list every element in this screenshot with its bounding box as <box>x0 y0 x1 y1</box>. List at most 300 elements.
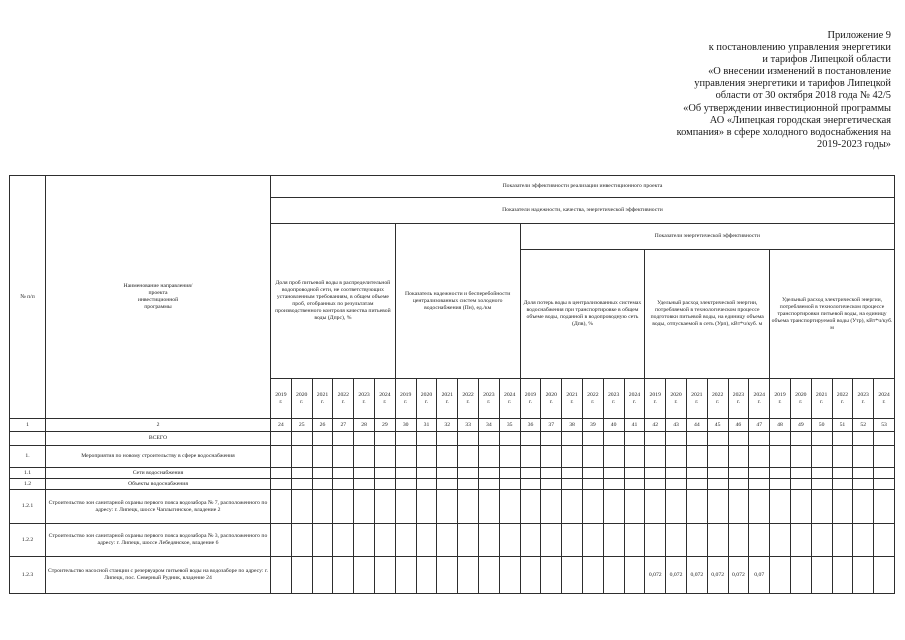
value-cell <box>874 524 895 557</box>
value-cell <box>437 524 458 557</box>
row-number: 1.2 <box>10 479 46 490</box>
indicator-header: Показатель надежности и бесперебойности централизованных систем холодного водоснабжения (Пн), ед./км <box>395 224 520 379</box>
year-suffix: г. <box>840 398 844 405</box>
appendix-line: 2019-2023 годы» <box>817 138 891 150</box>
value-cell <box>458 446 479 468</box>
value-cell <box>770 490 791 524</box>
value-cell <box>312 557 333 594</box>
value-cell <box>562 557 583 594</box>
value-cell <box>853 479 874 490</box>
header-energy: Показатели энергетической эффективности <box>520 224 894 250</box>
value-cell <box>478 468 499 479</box>
year-suffix: г. <box>404 398 408 405</box>
value-cell <box>416 479 437 490</box>
value-cell <box>666 446 687 468</box>
value-cell <box>562 446 583 468</box>
year-value: 2020 <box>420 391 433 398</box>
value-cell <box>416 468 437 479</box>
value-cell <box>853 432 874 446</box>
row-number: 1.1 <box>10 468 46 479</box>
year-header <box>666 379 687 419</box>
indicator-header: Удельный расход электрической энергии, потребляемой в технологическом процессе подготовки питьевой воды, на единицу объема воды, отпускаемой в сеть (Урп), кВт*ч/куб. м <box>645 250 770 379</box>
year-header <box>354 379 375 419</box>
year-suffix: г. <box>424 398 429 405</box>
value-cell <box>395 468 416 479</box>
column-number: 32 <box>437 419 458 432</box>
value-cell <box>416 557 437 594</box>
year-suffix: г. <box>279 398 283 405</box>
value-cell <box>520 524 541 557</box>
column-number: 24 <box>271 419 292 432</box>
value-cell <box>541 524 562 557</box>
row-name: Строительство зон санитарной охраны первого пояса водозабора № 7, расположенного по адресу: г. Липецк, шоссе Чаплыгинское, владение 2 <box>46 490 271 524</box>
year-suffix: г. <box>466 398 470 405</box>
value-cell <box>728 479 749 490</box>
year-value: 2020 <box>545 391 557 398</box>
column-number: 36 <box>520 419 541 432</box>
year-header <box>520 379 541 419</box>
column-number: 26 <box>312 419 333 432</box>
year-suffix: г. <box>861 398 865 405</box>
value-cell <box>395 524 416 557</box>
value-cell <box>832 432 853 446</box>
value-cell <box>416 524 437 557</box>
value-cell <box>541 432 562 446</box>
value-cell <box>645 524 666 557</box>
year-value: 2024 <box>628 391 641 398</box>
value-cell <box>582 432 603 446</box>
value-cell <box>874 446 895 468</box>
value-cell <box>645 468 666 479</box>
value-cell <box>853 490 874 524</box>
value-cell <box>458 479 479 490</box>
column-number: 38 <box>562 419 583 432</box>
column-number: 51 <box>832 419 853 432</box>
value-cell <box>374 557 395 594</box>
column-number: 37 <box>541 419 562 432</box>
value-cell <box>291 490 312 524</box>
row-name: Строительство зон санитарной охраны первого пояса водозабора № 3, расположенного по адресу: г. Липецк, шоссе Лебедянское, владение 6 <box>46 524 271 557</box>
year-header <box>541 379 562 419</box>
value-cell <box>333 557 354 594</box>
value-cell <box>666 479 687 490</box>
year-value: 2021 <box>316 391 329 398</box>
column-number: 39 <box>582 419 603 432</box>
year-value: 2020 <box>670 391 682 398</box>
value-cell <box>770 557 791 594</box>
table-row <box>10 432 895 446</box>
value-cell <box>645 490 666 524</box>
year-suffix: г. <box>653 398 657 405</box>
column-number: 45 <box>707 419 728 432</box>
value-cell <box>291 446 312 468</box>
value-cell <box>790 524 811 557</box>
value-cell <box>271 524 292 557</box>
value-cell <box>645 446 666 468</box>
value-cell: 0,072 <box>666 557 687 594</box>
column-number: 33 <box>458 419 479 432</box>
value-cell <box>832 490 853 524</box>
year-header <box>832 379 853 419</box>
year-header <box>770 379 791 419</box>
value-cell <box>645 432 666 446</box>
value-cell <box>312 524 333 557</box>
value-cell <box>333 490 354 524</box>
value-cell <box>312 468 333 479</box>
value-cell <box>749 446 770 468</box>
year-suffix: г. <box>383 398 387 405</box>
value-cell <box>354 524 375 557</box>
value-cell <box>728 490 749 524</box>
value-cell <box>437 479 458 490</box>
value-cell <box>770 468 791 479</box>
value-cell <box>333 468 354 479</box>
value-cell <box>707 479 728 490</box>
column-number: 49 <box>790 419 811 432</box>
value-cell <box>541 490 562 524</box>
header-name: Наименование направления/ проекта инвестиционной программы <box>46 176 271 419</box>
appendix-line: АО «Липецкая городская энергетическая <box>709 114 891 126</box>
value-cell <box>520 468 541 479</box>
year-suffix: г. <box>716 398 720 405</box>
year-value: 2024 <box>878 391 890 398</box>
value-cell <box>374 432 395 446</box>
value-cell <box>395 446 416 468</box>
row-name: Объекты водоснабжения <box>46 479 271 490</box>
value-cell <box>291 524 312 557</box>
year-header <box>333 379 354 419</box>
value-cell <box>478 432 499 446</box>
value-cell <box>603 432 624 446</box>
value-cell <box>811 446 832 468</box>
table-row <box>10 557 895 594</box>
table-row <box>10 446 895 468</box>
value-cell <box>790 432 811 446</box>
year-value: 2019 <box>399 391 412 398</box>
value-cell <box>707 524 728 557</box>
year-value: 2020 <box>296 391 308 398</box>
year-value: 2023 <box>732 391 745 398</box>
value-cell <box>728 432 749 446</box>
column-number: 50 <box>811 419 832 432</box>
value-cell <box>312 490 333 524</box>
year-value: 2022 <box>711 391 724 398</box>
column-number: 27 <box>333 419 354 432</box>
value-cell <box>271 479 292 490</box>
year-header <box>291 379 312 419</box>
value-cell <box>603 557 624 594</box>
year-suffix: г. <box>508 398 512 405</box>
value-cell <box>603 468 624 479</box>
appendix-line: управления энергетики и тарифов Липецкой <box>694 78 891 90</box>
year-header <box>728 379 749 419</box>
value-cell <box>686 524 707 557</box>
value-cell <box>437 490 458 524</box>
year-value: 2023 <box>857 391 869 398</box>
year-header <box>853 379 874 419</box>
value-cell <box>582 468 603 479</box>
value-cell <box>749 432 770 446</box>
value-cell <box>333 479 354 490</box>
value-cell <box>291 479 312 490</box>
value-cell <box>478 446 499 468</box>
value-cell <box>562 490 583 524</box>
value-cell <box>499 446 520 468</box>
year-header <box>603 379 624 419</box>
year-value: 2023 <box>607 391 620 398</box>
year-suffix: г. <box>487 398 491 405</box>
year-suffix: г. <box>799 398 803 405</box>
value-cell <box>520 557 541 594</box>
row-name: ВСЕГО <box>46 432 271 446</box>
column-number: 43 <box>666 419 687 432</box>
value-cell <box>603 490 624 524</box>
value-cell <box>416 490 437 524</box>
value-cell <box>291 468 312 479</box>
value-cell <box>395 432 416 446</box>
year-header <box>582 379 603 419</box>
year-suffix: г. <box>591 398 595 405</box>
value-cell <box>603 446 624 468</box>
value-cell <box>416 432 437 446</box>
value-cell <box>624 557 645 594</box>
year-value: 2021 <box>566 391 578 398</box>
year-value: 2020 <box>795 391 807 398</box>
value-cell <box>271 468 292 479</box>
year-suffix: г. <box>612 398 616 405</box>
year-value: 2024 <box>753 391 765 398</box>
value-cell <box>478 524 499 557</box>
value-cell <box>853 446 874 468</box>
value-cell <box>874 557 895 594</box>
value-cell <box>624 446 645 468</box>
header-efficiency: Показатели эффективности реализации инвестиционного проекта <box>271 176 895 198</box>
value-cell <box>291 557 312 594</box>
value-cell <box>582 446 603 468</box>
value-cell <box>666 468 687 479</box>
value-cell <box>312 446 333 468</box>
value-cell <box>437 468 458 479</box>
value-cell <box>853 557 874 594</box>
value-cell <box>374 446 395 468</box>
value-cell <box>624 524 645 557</box>
appendix-line: «Об утверждении инвестиционной программы <box>683 102 891 114</box>
year-header <box>707 379 728 419</box>
appendix-line: области от 30 октября 2018 года № 42/5 <box>715 90 891 102</box>
column-number: 52 <box>853 419 874 432</box>
value-cell <box>354 490 375 524</box>
value-cell <box>645 479 666 490</box>
year-suffix: г. <box>528 398 533 405</box>
year-header <box>790 379 811 419</box>
year-value: 2019 <box>649 391 661 398</box>
year-value: 2024 <box>379 391 391 398</box>
year-header <box>395 379 416 419</box>
value-cell <box>478 557 499 594</box>
value-cell <box>374 490 395 524</box>
column-number: 28 <box>354 419 375 432</box>
value-cell <box>749 524 770 557</box>
value-cell <box>582 524 603 557</box>
value-cell <box>499 557 520 594</box>
value-cell <box>582 557 603 594</box>
value-cell <box>312 479 333 490</box>
appendix-header <box>561 30 891 151</box>
value-cell <box>686 446 707 468</box>
value-cell <box>603 524 624 557</box>
value-cell <box>520 432 541 446</box>
year-value: 2022 <box>462 391 474 398</box>
value-cell <box>686 479 707 490</box>
value-cell <box>811 557 832 594</box>
value-cell <box>832 557 853 594</box>
table-row <box>10 479 895 490</box>
year-value: 2022 <box>587 391 599 398</box>
value-cell <box>666 432 687 446</box>
value-cell <box>520 479 541 490</box>
value-cell <box>499 479 520 490</box>
year-suffix: г. <box>736 398 740 405</box>
value-cell <box>811 524 832 557</box>
value-cell <box>520 446 541 468</box>
year-value: 2024 <box>503 391 516 398</box>
value-cell <box>499 524 520 557</box>
value-cell <box>541 479 562 490</box>
value-cell <box>541 446 562 468</box>
column-number: 47 <box>749 419 770 432</box>
row-name: Мероприятия по новому строительству в сфере водоснабжения <box>46 446 271 468</box>
value-cell <box>458 432 479 446</box>
year-suffix: г. <box>695 398 699 405</box>
year-header <box>874 379 895 419</box>
indicator-header: Доля потерь воды в централизованных системах водоснабжения при транспортировке в общем объеме воды, поданной в водопроводную сеть (Дпв), % <box>520 250 645 379</box>
year-suffix: г. <box>882 398 886 405</box>
value-cell <box>874 490 895 524</box>
appendix-line: и тарифов Липецкой области <box>762 54 891 66</box>
header-reliability: Показатели надежности, качества, энергетической эффективности <box>271 198 895 224</box>
year-suffix: г. <box>320 398 325 405</box>
year-value: 2023 <box>483 391 495 398</box>
value-cell <box>790 446 811 468</box>
value-cell <box>770 432 791 446</box>
value-cell <box>582 490 603 524</box>
year-value: 2021 <box>815 391 828 398</box>
value-cell <box>603 479 624 490</box>
year-header <box>645 379 666 419</box>
year-suffix: г. <box>820 398 824 405</box>
value-cell <box>790 468 811 479</box>
value-cell <box>374 479 395 490</box>
year-value: 2023 <box>358 391 370 398</box>
value-cell <box>499 468 520 479</box>
value-cell <box>832 479 853 490</box>
year-header <box>271 379 292 419</box>
value-cell <box>354 468 375 479</box>
year-header <box>749 379 770 419</box>
year-header <box>562 379 583 419</box>
year-value: 2022 <box>337 391 349 398</box>
row-number: 1.2.1 <box>10 490 46 524</box>
value-cell <box>395 557 416 594</box>
year-suffix: г. <box>300 398 304 405</box>
value-cell <box>437 446 458 468</box>
column-number: 34 <box>478 419 499 432</box>
value-cell <box>624 432 645 446</box>
table-row <box>10 490 895 524</box>
column-number: 48 <box>770 419 791 432</box>
value-cell <box>749 479 770 490</box>
value-cell <box>271 446 292 468</box>
year-header <box>686 379 707 419</box>
value-cell <box>541 468 562 479</box>
value-cell <box>811 490 832 524</box>
value-cell <box>811 468 832 479</box>
value-cell <box>374 468 395 479</box>
value-cell <box>624 490 645 524</box>
value-cell <box>271 432 292 446</box>
value-cell <box>728 524 749 557</box>
value-cell <box>811 432 832 446</box>
column-number: 25 <box>291 419 312 432</box>
row-number <box>10 432 46 446</box>
value-cell <box>271 490 292 524</box>
value-cell <box>790 557 811 594</box>
value-cell <box>811 479 832 490</box>
appendix-line: «О внесении изменений в постановление <box>708 66 891 78</box>
value-cell <box>291 432 312 446</box>
investment-indicators-table <box>9 175 895 594</box>
value-cell <box>770 479 791 490</box>
table-row <box>10 524 895 557</box>
value-cell <box>749 490 770 524</box>
value-cell <box>666 490 687 524</box>
value-cell <box>666 524 687 557</box>
value-cell <box>499 490 520 524</box>
header-num: № п/п <box>10 176 46 419</box>
value-cell <box>624 479 645 490</box>
value-cell <box>437 557 458 594</box>
value-cell <box>458 557 479 594</box>
value-cell: 0,072 <box>728 557 749 594</box>
value-cell <box>541 557 562 594</box>
value-cell <box>686 468 707 479</box>
value-cell <box>790 479 811 490</box>
value-cell <box>707 432 728 446</box>
value-cell <box>562 524 583 557</box>
value-cell <box>395 490 416 524</box>
column-number: 2 <box>46 419 271 432</box>
value-cell <box>478 490 499 524</box>
value-cell <box>832 468 853 479</box>
year-suffix: г. <box>778 398 782 405</box>
year-value: 2021 <box>691 391 703 398</box>
value-cell <box>499 432 520 446</box>
appendix-line: Приложение 9 <box>827 30 891 41</box>
value-cell: 0,072 <box>686 557 707 594</box>
column-number: 42 <box>645 419 666 432</box>
indicator-header: Доля проб питьевой воды в распределительной водопроводной сети, не соответствующих установленным требованиям, в общем объеме проб, отобранных по результатам производственного контроля качества питьевой воды (Дпрс), % <box>271 224 396 379</box>
column-number: 41 <box>624 419 645 432</box>
year-header <box>458 379 479 419</box>
value-cell <box>562 432 583 446</box>
column-number: 31 <box>416 419 437 432</box>
year-suffix: г. <box>445 398 449 405</box>
value-cell <box>458 468 479 479</box>
year-value: 2022 <box>836 391 849 398</box>
value-cell <box>770 446 791 468</box>
value-cell <box>853 524 874 557</box>
table-row <box>10 468 895 479</box>
